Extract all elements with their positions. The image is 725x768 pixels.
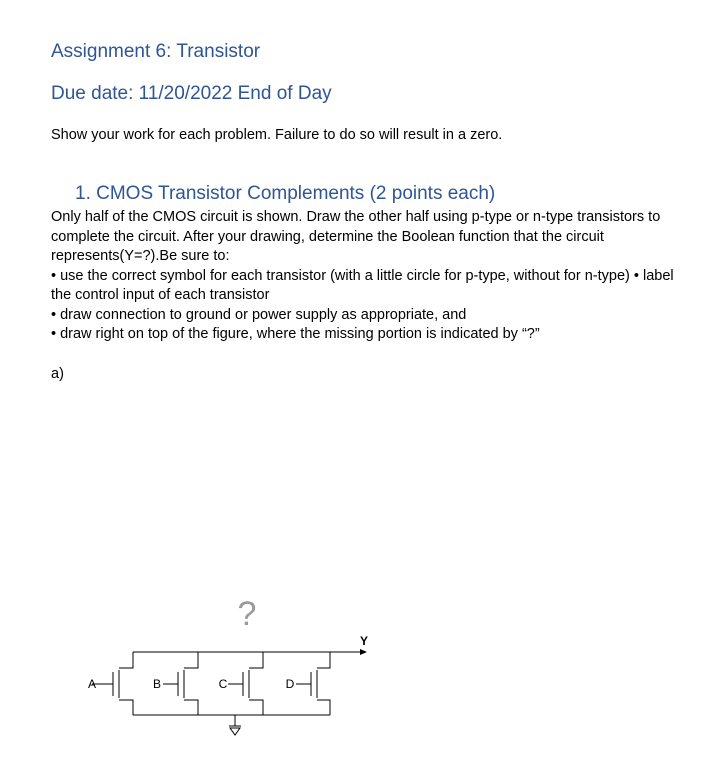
part-label: a) bbox=[51, 366, 64, 382]
transistor-b bbox=[163, 652, 198, 715]
output-arrow bbox=[360, 649, 367, 655]
missing-portion-marker: ? bbox=[237, 595, 257, 633]
due-date: Due date: 11/20/2022 End of Day bbox=[51, 83, 332, 104]
input-label-d: D bbox=[285, 677, 295, 691]
input-label-a: A bbox=[87, 677, 97, 691]
input-label-b: B bbox=[152, 677, 162, 691]
transistor-a bbox=[92, 652, 133, 715]
instructions-intro: Show your work for each problem. Failure to do so will result in a zero. bbox=[51, 127, 503, 143]
ground-icon bbox=[229, 715, 241, 735]
bullet-item: • use the correct symbol for each transistor (with a little circle for p-type, without for n-type) • label the control input of each transistor bbox=[51, 267, 674, 303]
section-paragraph: Only half of the CMOS circuit is shown. Draw the other half using p-type or n-type transistors to complete the circuit. After your drawing, determine the Boolean function that the circuit represents(Y=?).Be sure to: bbox=[51, 209, 661, 264]
assignment-title: Assignment 6: Transistor bbox=[51, 41, 261, 62]
transistor-c bbox=[228, 652, 263, 715]
transistor-d bbox=[296, 652, 330, 715]
bullet-item: • draw connection to ground or power supply as appropriate, and bbox=[51, 306, 467, 323]
input-label-c: C bbox=[218, 677, 228, 691]
section-body bbox=[51, 208, 691, 345]
bullet-item: • draw right on top of the figure, where the missing portion is indicated by “?” bbox=[51, 326, 540, 342]
output-label-y: Y bbox=[359, 634, 369, 648]
cmos-circuit-diagram bbox=[80, 585, 390, 745]
circuit-wires bbox=[92, 649, 367, 735]
section-heading: 1. CMOS Transistor Complements (2 points each) bbox=[75, 183, 496, 204]
